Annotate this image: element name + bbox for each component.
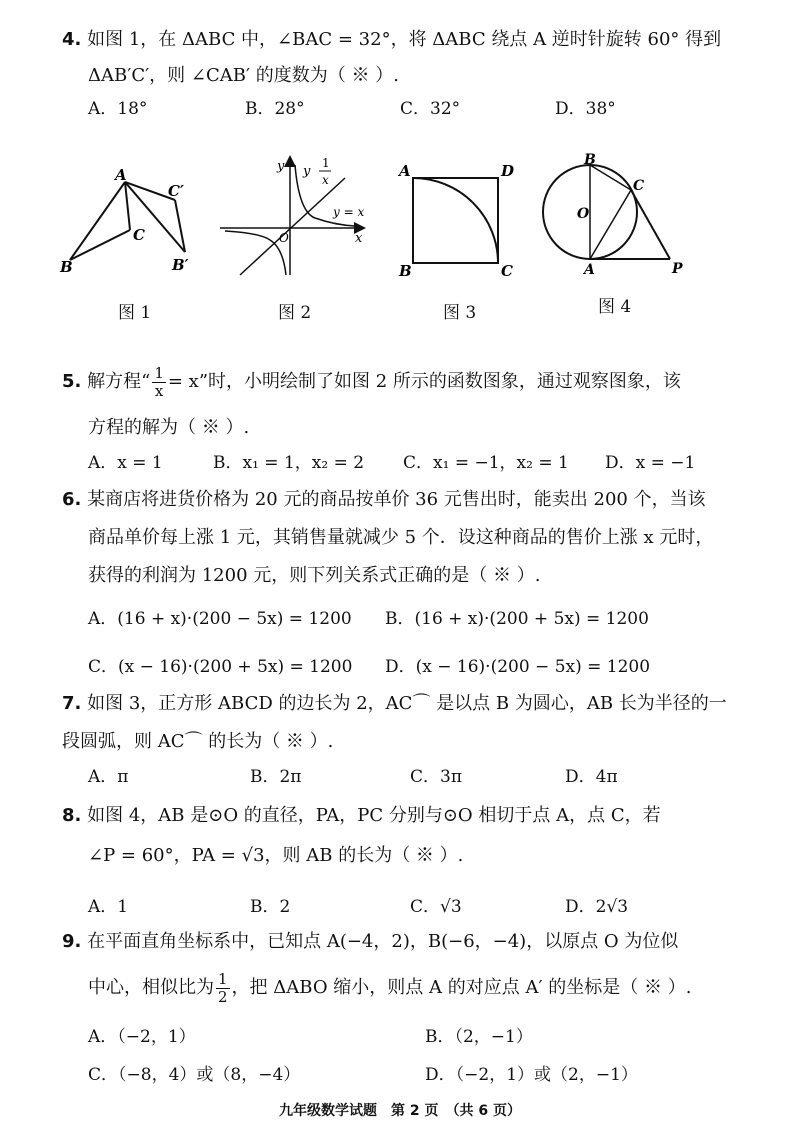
q9-option-c: C．（−8，4）或（8，−4） <box>88 1065 301 1085</box>
q7-option-d: D．4π <box>565 767 618 787</box>
figure-3-square <box>395 160 525 280</box>
fig2-curve-num: 1 <box>322 156 330 170</box>
q5-text-pre: 解方程“ <box>87 371 151 392</box>
q4-text-1: 如图 1，在 ΔABC 中，∠BAC = 32°，将 ΔABC 绕点 A 逆时针旋转 60° 得到 <box>87 29 722 50</box>
q8-option-c: C．√3 <box>410 897 462 917</box>
q9-option-a: A．（−2，1） <box>88 1027 196 1047</box>
fig1-label-a: A <box>115 166 127 184</box>
q9-option-d: D．（−2，1）或（2，−1） <box>425 1065 638 1085</box>
q8-text-2: ∠P = 60°，PA = √3，则 AB 的长为（ ※ ）. <box>88 845 464 866</box>
q7-text-2: 段圆弧，则 AC⌒ 的长为（ ※ ）. <box>62 731 334 752</box>
fig2-curve-den: x <box>322 173 329 187</box>
q7-option-c: C．3π <box>410 767 462 787</box>
q5-frac-den: x <box>154 381 164 400</box>
fig4-label-c: C <box>633 178 645 194</box>
q5-option-b: B．x₁ = 1，x₂ = 2 <box>213 453 365 473</box>
q9-text-2-post: ，把 ΔABO 缩小，则点 A 的对应点 A′ 的坐标是（ ※ ）. <box>231 977 692 998</box>
q5-number: 5. <box>62 371 82 392</box>
q6-text-2: 商品单价每上涨 1 元，其销售量就减少 5 个．设这种商品的售价上涨 x 元时， <box>88 527 714 548</box>
q6-option-c: C．(x − 16)·(200 + 5x) = 1200 <box>88 657 353 677</box>
q8-option-d: D．2√3 <box>565 897 629 917</box>
q4-option-b: B．28° <box>245 99 305 119</box>
fig3-label-b: B <box>399 262 412 280</box>
q5-text-post: = x”时，小明绘制了如图 2 所示的函数图象，通过观察图象，该 <box>167 371 681 392</box>
q4-number: 4. <box>62 29 82 50</box>
q8-option-a: A．1 <box>88 897 129 917</box>
q4-text-2: ΔAB′C′，则 ∠CAB′ 的度数为（ ※ ）. <box>88 65 399 86</box>
q6-line1 <box>62 488 706 512</box>
q6-text-3: 获得的利润为 1200 元，则下列关系式正确的是（ ※ ）. <box>88 565 541 586</box>
figure-4-circle <box>535 150 695 280</box>
fig3-label-c: C <box>501 262 513 280</box>
q6-option-d: D．(x − 16)·(200 − 5x) = 1200 <box>385 657 651 677</box>
fig3-label-a: A <box>399 162 411 180</box>
figure-1-diagram <box>55 160 205 280</box>
q9-frac-den: 2 <box>218 987 228 1006</box>
q7-number: 7. <box>62 693 82 714</box>
q6-option-a: A．(16 + x)·(200 − 5x) = 1200 <box>88 609 352 629</box>
fig2-curve-y: y <box>303 164 311 179</box>
fig4-label-p: P <box>672 261 683 277</box>
figure-2-graph <box>215 150 375 280</box>
q5-option-d: D．x = −1 <box>605 453 696 473</box>
q4-option-c: C．32° <box>400 99 461 119</box>
q9-text-2-pre: 中心，相似比为 <box>88 977 214 998</box>
q9-line2 <box>88 968 691 1008</box>
q7-option-a: A．π <box>88 767 129 787</box>
q4-option-d: D．38° <box>555 99 616 119</box>
fig1-label-b-prime: B′ <box>172 256 189 274</box>
fig3-caption: 图 3 <box>443 303 477 323</box>
q9-frac-num: 1 <box>218 969 228 988</box>
fig2-origin-label: O <box>279 231 289 245</box>
fig4-label-o: O <box>577 206 590 222</box>
q5-fraction <box>152 365 166 400</box>
q9-fraction <box>216 971 230 1006</box>
q9-number: 9. <box>62 931 82 952</box>
fig4-label-a: A <box>584 262 595 278</box>
q7-text-1: 如图 3，正方形 ABCD 的边长为 2，AC⌒ 是以点 B 为圆心，AB 长为半径的一 <box>87 693 727 714</box>
q5-option-a: A．x = 1 <box>88 453 163 473</box>
q8-number: 8. <box>62 805 82 826</box>
fig1-label-c-prime: C′ <box>168 182 184 200</box>
q8-option-b: B．2 <box>250 897 291 917</box>
q8-line1 <box>62 804 661 828</box>
q5-option-c: C．x₁ = −1，x₂ = 1 <box>403 453 569 473</box>
q4-line1 <box>62 28 721 52</box>
q7-option-b: B．2π <box>250 767 302 787</box>
fig1-label-b: B <box>60 258 73 276</box>
fig2-x-axis-label: x <box>355 231 363 246</box>
fig1-label-c: C <box>133 226 145 244</box>
q7-line1 <box>62 692 727 716</box>
fig4-caption: 图 4 <box>598 297 632 317</box>
q5-line1 <box>62 362 681 402</box>
q6-number: 6. <box>62 489 82 510</box>
fig3-label-d: D <box>501 162 515 180</box>
q8-text-1: 如图 4，AB 是⊙O 的直径，PA，PC 分别与⊙O 相切于点 A，点 C，若 <box>87 805 661 826</box>
fig2-y-axis-label: y <box>277 159 285 174</box>
fig1-caption: 图 1 <box>118 303 152 323</box>
q4-option-a: A．18° <box>88 99 148 119</box>
q9-option-b: B．（2，−1） <box>425 1027 533 1047</box>
fig2-caption: 图 2 <box>278 303 312 323</box>
q5-frac-num: 1 <box>154 363 164 382</box>
q9-line1 <box>62 930 678 954</box>
q9-text-1: 在平面直角坐标系中，已知点 A(−4，2)，B(−6，−4)，以原点 O 为位似 <box>87 931 679 952</box>
fig2-line-label: y = x <box>333 205 365 219</box>
fig4-label-b: B <box>584 152 596 168</box>
q6-option-b: B．(16 + x)·(200 + 5x) = 1200 <box>385 609 649 629</box>
q5-text-2: 方程的解为（ ※ ）. <box>88 417 250 438</box>
page-footer: 九年级数学试题 第 2 页 （共 6 页） <box>279 1103 521 1119</box>
q6-text-1: 某商店将进货价格为 20 元的商品按单价 36 元售出时，能卖出 200 个，当该 <box>87 489 706 510</box>
